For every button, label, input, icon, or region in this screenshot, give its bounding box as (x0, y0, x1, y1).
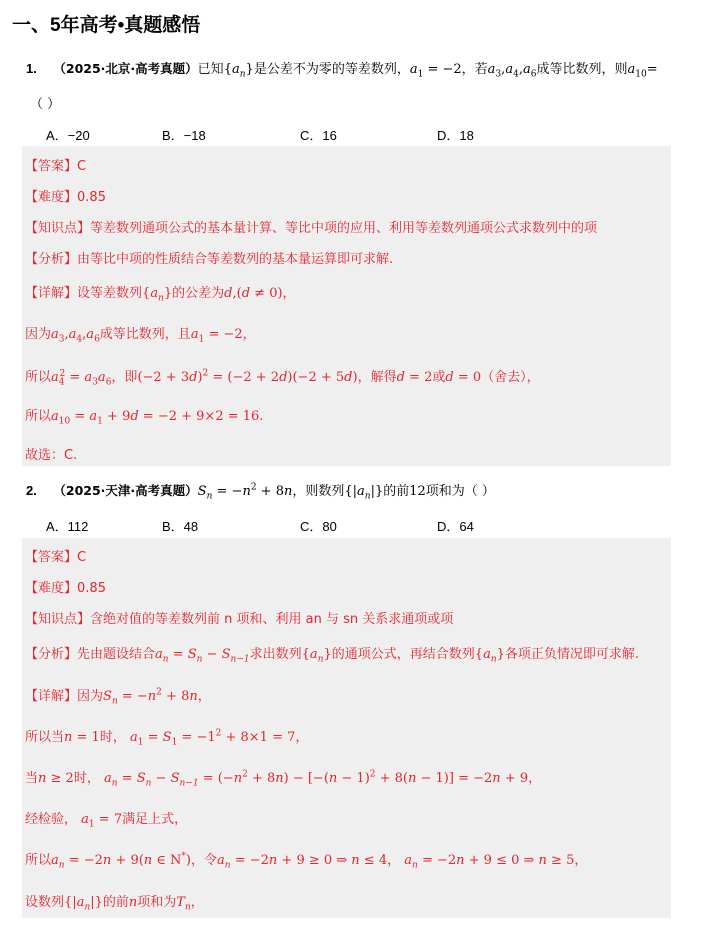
q1-knowledge: 【知识点】等差数列通项公式的基本量计算、等比中项的应用、利用等差数列通项公式求数列中的项 (25, 221, 598, 236)
q1-number: 1. (26, 61, 37, 76)
q1-detail-4: 所以$a_{10} = a_1 + 9d = -2 + 9\times 2 = 16$. (25, 409, 264, 427)
q2-option-c: C．80 (300, 519, 337, 534)
q2-detail-3: 当n ≥ 2时， $a_n = S_n - S_{n-1} = (-n^2 + 8n) - [-(n - 1)^2 + 8(n - 1)] = -2n + 9$， (25, 769, 542, 789)
q2-option-a: A．112 (46, 519, 89, 534)
q2-answer: 【答案】C (25, 550, 87, 565)
q1-paren: （ ） (30, 97, 61, 112)
q2-detail-1: 【详解】因为$S_n = -n^2 + 8n$， (25, 687, 211, 707)
q1-difficulty: 【难度】0.85 (25, 190, 106, 205)
q2-difficulty: 【难度】0.85 (25, 581, 106, 596)
q2-detail-5: 所以$a_n = -2n + 9(n$ ∈ N*)，令$a_n = -2n + 9 \ge 0$ ⇒ n ≤ 4， $a_n = -2n + 9 \le 0$ ⇒ n ≥ 5， (25, 851, 588, 871)
q2-number: 2. (26, 483, 37, 498)
q1-analysis: 【分析】由等比中项的性质结合等差数列的基本量运算即可求解. (25, 252, 394, 267)
q2-option-d: D．64 (437, 519, 474, 534)
q1-option-b: B．−18 (162, 128, 206, 143)
q1-stem: 1. （2025·北京·高考真题）已知$\{a_n\}$是公差不为零的等差数列，$a_1 = -2$，若$a_3,a_4,a_6$成等比数列，则$a_{10}=$ (26, 61, 658, 80)
q1-detail-2: 因为$a_3,a_4,a_6$成等比数列，且$a_1 = -2$， (25, 327, 256, 345)
q2-source: （2025·天津·高考真题） (53, 483, 198, 498)
q1-option-d: D．18 (437, 128, 474, 143)
q2-stem: 2. （2025·天津·高考真题）$S_n = -n^2 + 8n$，则数列$\{|a_n|\}$的前12项和为（ ） (26, 482, 495, 502)
q1-answer: 【答案】C (25, 159, 87, 174)
q1-detail-5: 故选：C. (25, 448, 78, 463)
q2-option-b: B．48 (162, 519, 199, 534)
q2-analysis: 【分析】先由题设结合$a_n = S_n - S_{n-1}$求出数列$\{a_n\}$的通项公式，再结合数列$\{a_n\}$各项正负情况即可求解. (25, 647, 640, 665)
q1-source: （2025·北京·高考真题） (53, 61, 198, 76)
q2-detail-2: 所以当n = 1时， $a_1 = S_1 = -1^2 + 8\times 1 = 7$， (25, 728, 309, 748)
q2-detail-6: 设数列$\{|a_n|\}$的前n项和为$T_n$， (25, 895, 204, 913)
q2-detail-4: 经检验， $a_1 = 7$满足上式， (25, 812, 188, 830)
q1-option-c: C．16 (300, 128, 337, 143)
q1-option-a: A．−20 (46, 128, 90, 143)
section-title: 一、5年高考•真题感悟 (12, 15, 201, 36)
q2-knowledge: 【知识点】含绝对值的等差数列前 n 项和、利用 an 与 sn 关系求通项或项 (25, 612, 454, 627)
q1-detail-3: 所以$a_4^2 = a_3a_6$，即$(-2 + 3d)^2 = (-2 + 2d)(-2 + 5d)$，解得d = 2或d = 0（舍去）， (25, 368, 540, 388)
q1-detail-1: 【详解】设等差数列$\{a_n\}$的公差为d,(d ≠ 0)， (25, 286, 296, 304)
